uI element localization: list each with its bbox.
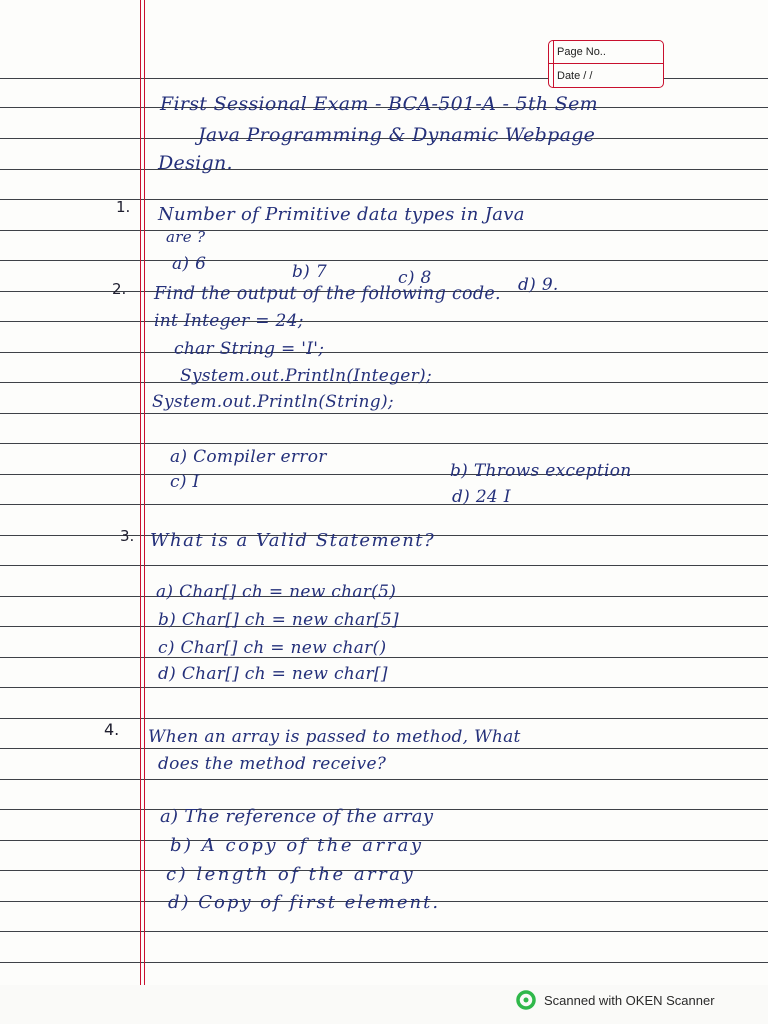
q1-option-a: a) 6	[172, 254, 207, 274]
page-date-box	[548, 40, 664, 88]
q1-option-c: c) 8	[398, 268, 432, 288]
box-divider	[549, 63, 663, 64]
q4-option-b: b) A copy of the array	[170, 835, 424, 856]
question-number-1: 1.	[116, 198, 131, 216]
q2-option-d: d) 24 I	[452, 487, 511, 507]
q2-option-b: b) Throws exception	[450, 461, 632, 481]
page-number-label: Page No..	[557, 46, 606, 58]
ruled-line	[0, 687, 768, 688]
q2-code-line-2: char String = 'I';	[174, 339, 325, 359]
title-line-1: First Sessional Exam - BCA-501-A - 5th Sem	[160, 93, 598, 115]
title-line-2: Java Programming & Dynamic Webpage	[198, 124, 596, 146]
box-divider	[553, 41, 554, 87]
q1-option-d: d) 9.	[518, 275, 559, 295]
ruled-line	[0, 169, 768, 170]
ruled-line	[0, 260, 768, 261]
ruled-line	[0, 230, 768, 231]
ruled-line	[0, 321, 768, 322]
ruled-line	[0, 474, 768, 475]
ruled-line	[0, 931, 768, 932]
q2-code-line-1: int Integer = 24;	[154, 311, 304, 331]
q3-text-line-1: What is a Valid Statement?	[150, 530, 436, 551]
q2-option-c: c) I	[170, 472, 200, 492]
ruled-line	[0, 718, 768, 719]
ruled-line	[0, 748, 768, 749]
q2-text-line-1: Find the output of the following code.	[154, 284, 501, 304]
ruled-line	[0, 779, 768, 780]
date-label: Date / /	[557, 70, 593, 82]
q4-option-a: a) The reference of the array	[160, 806, 434, 827]
ruled-line	[0, 413, 768, 414]
q3-option-a: a) Char[] ch = new char(5)	[156, 582, 397, 602]
scanner-watermark-text: Scanned with OKEN Scanner	[544, 992, 715, 1008]
question-number-3: 3.	[120, 527, 135, 545]
title-line-3: Design.	[158, 152, 233, 174]
q4-text-line-2: does the method receive?	[158, 754, 387, 774]
ruled-line	[0, 565, 768, 566]
ruled-line	[0, 962, 768, 963]
q2-code-line-4: System.out.Println(String);	[152, 392, 394, 412]
ruled-line	[0, 352, 768, 353]
oken-scanner-logo-icon	[516, 990, 536, 1010]
q2-code-line-3: System.out.Println(Integer);	[180, 366, 432, 386]
scanner-watermark	[516, 990, 715, 1010]
q3-option-d: d) Char[] ch = new char[]	[158, 664, 388, 684]
q1-text-line-2: are ?	[166, 228, 206, 246]
margin-line	[144, 0, 145, 985]
q1-text-line-1: Number of Primitive data types in Java	[158, 204, 525, 225]
q4-text-line-1: When an array is passed to method, What	[148, 727, 521, 747]
question-number-4: 4.	[104, 720, 120, 739]
q2-option-a: a) Compiler error	[170, 447, 327, 467]
ruled-line	[0, 443, 768, 444]
q4-option-d: d) Copy of first element.	[168, 892, 441, 913]
q1-option-b: b) 7	[292, 262, 327, 282]
q4-option-c: c) length of the array	[166, 864, 416, 885]
margin-line	[140, 0, 141, 985]
q3-option-b: b) Char[] ch = new char[5]	[158, 610, 399, 630]
q3-option-c: c) Char[] ch = new char()	[158, 638, 387, 658]
question-number-2: 2.	[112, 280, 127, 298]
ruled-line	[0, 504, 768, 505]
